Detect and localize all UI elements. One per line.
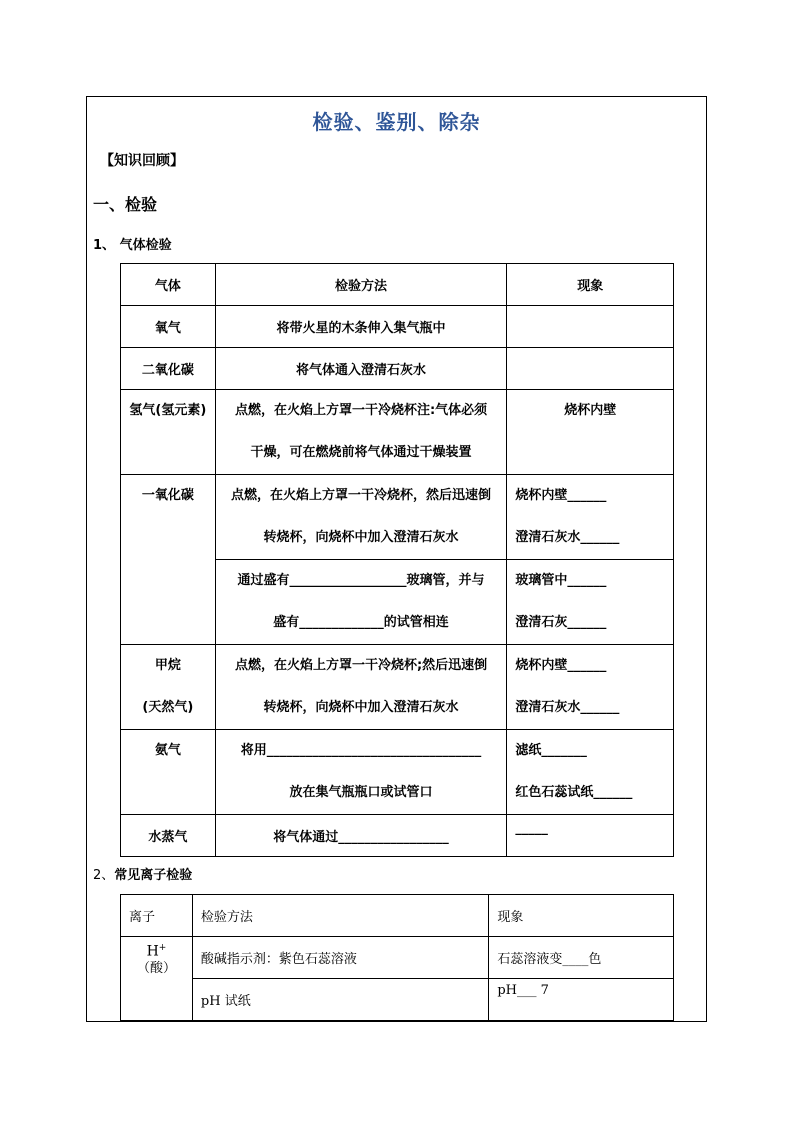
test-method: 将气体通过_________________ (215, 815, 507, 857)
header-gas: 气体 (121, 264, 216, 306)
phenomenon-line: 澄清石灰水______ (515, 700, 620, 715)
gas-name-line: (天然气) (142, 700, 194, 715)
header-phenomenon: 现象 (507, 264, 674, 306)
test-method: pH 试纸 (192, 979, 488, 1021)
method-line: 转烧杯，向烧杯中加入澄清石灰水 (263, 530, 459, 545)
method-line: 放在集气瓶瓶口或试管口 (289, 785, 433, 800)
gas-name: 一氧化碳 (121, 475, 216, 645)
ion-test-table (120, 894, 674, 1021)
section-one-heading: 一、检验 (93, 195, 158, 214)
table-header-row (121, 895, 674, 937)
phenomenon-cell: 石蕊溶液变____色 (489, 937, 674, 979)
gas-name: 氨气 (121, 730, 216, 815)
gas-name: 二氧化碳 (121, 348, 216, 390)
gas-name: 水蒸气 (121, 815, 216, 857)
table-row (121, 645, 674, 730)
section-review-heading: 【知识回顾】 (100, 153, 184, 169)
header-phenomenon: 现象 (489, 895, 674, 937)
phenomenon-line: 红色石蕊试纸______ (515, 785, 633, 800)
test-method (215, 475, 507, 560)
table-row (121, 937, 674, 979)
gas-name: 氢气(氢元素) (121, 390, 216, 475)
phenomenon-line: 滤纸_______ (515, 743, 587, 758)
ion-name: （酸） (136, 960, 176, 976)
page-title: 检验、鉴别、除杂 (312, 110, 481, 134)
gas-name: 氧气 (121, 306, 216, 348)
test-method (215, 730, 507, 815)
header-method: 检验方法 (192, 895, 488, 937)
method-line: 将用_________________________________ (240, 743, 482, 758)
test-method: 将带火星的木条伸入集气瓶中 (215, 306, 507, 348)
table-row (121, 306, 674, 348)
test-method: 将气体通入澄清石灰水 (215, 348, 507, 390)
method-line: 转烧杯，向烧杯中加入澄清石灰水 (263, 700, 459, 715)
table-row (121, 730, 674, 815)
gas-name (121, 645, 216, 730)
table-row (121, 390, 674, 475)
subsection-gas-heading: 1、 气体检验 (93, 238, 172, 253)
header-method: 检验方法 (215, 264, 507, 306)
test-method (215, 645, 507, 730)
phenomenon-cell (507, 306, 674, 348)
ion-symbol: H+ (146, 943, 167, 960)
table-row (121, 348, 674, 390)
phenomenon-line: 烧杯内壁______ (515, 488, 607, 503)
phenomenon-line: 玻璃管中______ (515, 573, 607, 588)
phenomenon-cell: 烧杯内壁 (507, 390, 674, 475)
table-row (121, 979, 674, 1021)
phenomenon-cell (507, 475, 674, 560)
ion-cell (121, 937, 193, 1021)
phenomenon-cell (507, 560, 674, 645)
header-ion: 离子 (121, 895, 193, 937)
method-line: 点燃，在火焰上方罩一干冷烧杯注:气体必须 (234, 403, 488, 418)
method-line: 通过盛有__________________玻璃管，并与 (237, 573, 485, 588)
gas-test-table (120, 263, 674, 857)
table-header-row (121, 264, 674, 306)
test-method: 酸碱指示剂：紫色石蕊溶液 (192, 937, 488, 979)
phenomenon-cell (507, 730, 674, 815)
phenomenon-line: 澄清石灰水______ (515, 530, 620, 545)
gas-name-line: 甲烷 (154, 658, 181, 673)
table-row (121, 475, 674, 560)
subsection-ion-heading: 2、常见离子检验 (93, 868, 193, 883)
table-row (121, 815, 674, 857)
phenomenon-cell: pH___ 7 (489, 979, 674, 1021)
method-line: 干燥，可在燃烧前将气体通过干燥装置 (250, 445, 472, 460)
test-method (215, 560, 507, 645)
method-line: 盛有_____________的试管相连 (273, 615, 449, 630)
phenomenon-cell (507, 348, 674, 390)
method-line: 点燃，在火焰上方罩一干冷烧杯，然后迅速倒 (231, 488, 492, 503)
phenomenon-line: 烧杯内壁______ (515, 658, 607, 673)
test-method (215, 390, 507, 475)
phenomenon-line: 澄清石灰______ (515, 615, 607, 630)
method-line: 点燃，在火焰上方罩一干冷烧杯;然后迅速倒 (234, 658, 488, 673)
phenomenon-cell: _____ (507, 815, 674, 857)
phenomenon-cell (507, 645, 674, 730)
